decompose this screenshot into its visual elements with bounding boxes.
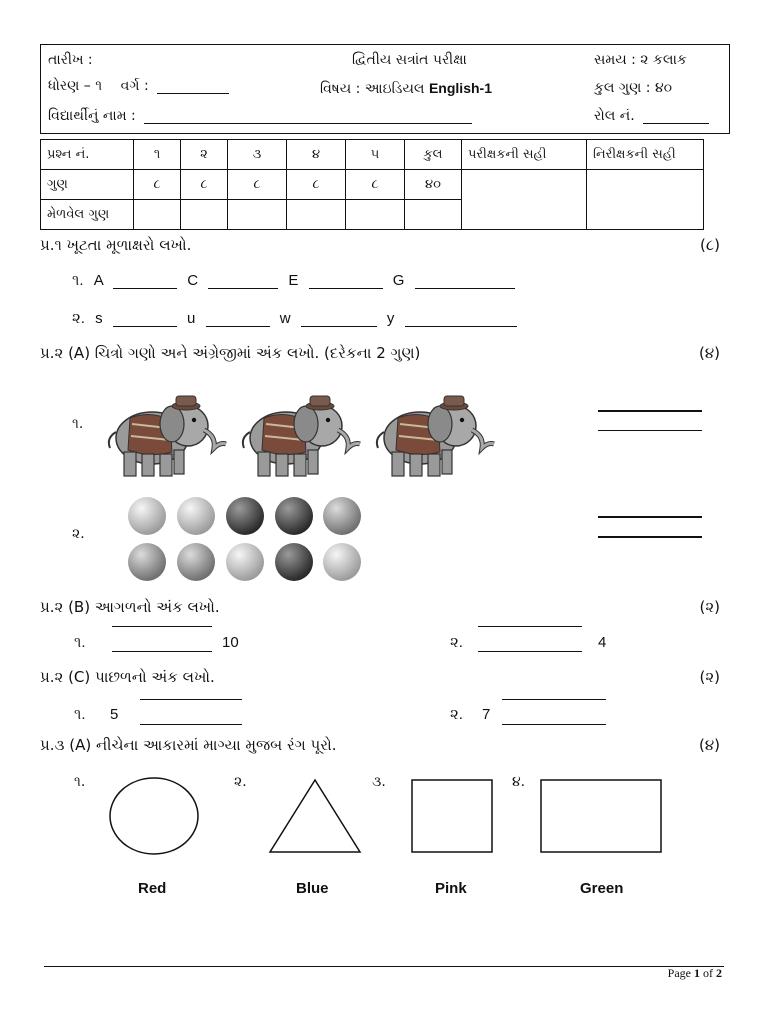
circle-shape[interactable] xyxy=(110,778,198,854)
q2b-title: પ્ર.૨ (B) આગળનો અંક લખો. xyxy=(40,598,220,616)
q2c-title: પ્ર.૨ (C) પાછળનો અંક લખો. xyxy=(40,668,215,686)
table-cell: ૮ xyxy=(228,170,287,200)
letter: A xyxy=(93,272,103,289)
table-cell: ૮ xyxy=(181,170,228,200)
table-cell: ૫ xyxy=(346,140,405,170)
blank-field[interactable] xyxy=(113,312,177,327)
table-cell: પ્રશ્ન નં. xyxy=(41,140,134,170)
class-label: વર્ગ : xyxy=(120,78,149,94)
table-cell: ૩ xyxy=(228,140,287,170)
ball-icon xyxy=(177,497,215,535)
table-cell: મેળવેલ ગુણ xyxy=(41,200,134,230)
subject-row xyxy=(320,80,492,97)
triangle-shape[interactable] xyxy=(270,780,360,852)
table-cell[interactable] xyxy=(287,200,346,230)
marks-row-question xyxy=(41,140,704,170)
ball-icon xyxy=(128,543,166,581)
ball-icon xyxy=(275,543,313,581)
shape-number: ૪. xyxy=(512,774,526,790)
q2b-item1-number: ૧. xyxy=(74,634,86,651)
table-cell: ૮ xyxy=(134,170,181,200)
q1-title: પ્ર.૧ ખૂટતા મૂળાક્ષરો લખો. xyxy=(40,236,192,254)
standard-text: ધોરણ – ૧ xyxy=(48,78,103,94)
letter: y xyxy=(386,310,395,327)
q2c-marks: (૨) xyxy=(699,668,720,686)
table-cell: ૪૦ xyxy=(405,170,462,200)
answer-line[interactable] xyxy=(598,516,702,518)
answer-line[interactable] xyxy=(502,724,606,725)
ball-icon xyxy=(128,497,166,535)
ball-icon xyxy=(323,497,361,535)
rectangle-shape[interactable] xyxy=(541,780,661,852)
answer-line[interactable] xyxy=(112,626,212,627)
item-number: ૧. xyxy=(72,272,84,289)
table-cell[interactable] xyxy=(405,200,462,230)
q2a-title: પ્ર.૨ (A) ચિત્રો ગણો અને અંગ્રેજીમાં અંક લખો. (દરેકના 2 ગુણ) xyxy=(40,344,421,362)
letter: G xyxy=(392,272,405,289)
roll-row xyxy=(594,108,709,124)
ball-icon xyxy=(177,543,215,581)
exam-title: દ્વિતીય સત્રાંત પરીક્ષા xyxy=(352,52,467,68)
item-number: ૨. xyxy=(72,310,85,327)
color-label-pink: Pink xyxy=(435,880,467,897)
letter: w xyxy=(279,310,291,327)
marks-row-marks xyxy=(41,170,704,200)
q2a-marks: (૪) xyxy=(698,344,720,362)
table-cell: ગુણ xyxy=(41,170,134,200)
table-cell[interactable] xyxy=(228,200,287,230)
page-text: Page xyxy=(667,966,691,980)
elephants-image xyxy=(100,390,495,486)
student-name-field[interactable] xyxy=(144,109,472,124)
letter: u xyxy=(187,310,196,327)
marks-table xyxy=(40,139,704,230)
q2c-item2-number: ૨. xyxy=(450,706,463,723)
q3a-title: પ્ર.૩ (A) નીચેના આકારમાં માગ્યા મુજબ રંગ પૂરો. xyxy=(40,736,337,754)
standard-label xyxy=(48,78,229,94)
ball-icon xyxy=(275,497,313,535)
roll-field[interactable] xyxy=(643,109,709,124)
table-cell: ૮ xyxy=(346,170,405,200)
q2c-item1-value: 5 xyxy=(110,706,119,723)
q2a-item2-number: ૨. xyxy=(72,526,85,542)
page-indicator xyxy=(668,966,722,981)
class-field[interactable] xyxy=(157,79,229,94)
table-cell: નિરીક્ષકની સહી xyxy=(587,140,704,170)
q1-line1 xyxy=(72,272,521,289)
student-name-row xyxy=(48,108,472,124)
blank-field[interactable] xyxy=(301,312,377,327)
q2c-item1-number: ૧. xyxy=(74,706,86,723)
ball-icon xyxy=(323,543,361,581)
table-cell[interactable] xyxy=(134,200,181,230)
blank-field[interactable] xyxy=(208,274,278,289)
table-cell: ૧ xyxy=(134,140,181,170)
subject-label: વિષય : આઇડિયલ xyxy=(320,81,425,97)
table-cell: ૪ xyxy=(287,140,346,170)
q1-marks: (૮) xyxy=(700,236,720,254)
of-text: of xyxy=(703,966,713,980)
blank-field[interactable] xyxy=(405,312,517,327)
table-cell: કુલ xyxy=(405,140,462,170)
square-shape[interactable] xyxy=(412,780,492,852)
q2a-item1-number: ૧. xyxy=(72,416,84,432)
answer-line[interactable] xyxy=(140,724,242,725)
ball-icon xyxy=(226,497,264,535)
answer-line[interactable] xyxy=(478,651,582,652)
letter: s xyxy=(95,310,103,327)
shape-number: ૧. xyxy=(74,774,86,790)
answer-line[interactable] xyxy=(140,699,242,700)
table-cell[interactable] xyxy=(346,200,405,230)
q2b-item1-value: 10 xyxy=(222,634,239,651)
student-name-label: વિદ્યાર્થીનું નામ : xyxy=(48,108,136,124)
blank-field[interactable] xyxy=(415,274,515,289)
ball-row-1 xyxy=(128,497,361,535)
total-marks-label: કુલ ગુણ : ૪૦ xyxy=(594,80,673,96)
blank-field[interactable] xyxy=(113,274,177,289)
shape-number: ૩. xyxy=(372,774,386,790)
page-total: 2 xyxy=(716,966,722,980)
answer-line[interactable] xyxy=(112,651,212,652)
shapes-canvas xyxy=(100,776,672,858)
color-label-green: Green xyxy=(580,880,624,897)
table-cell: પરીક્ષકની સહી xyxy=(462,140,587,170)
footer-rule xyxy=(44,966,724,967)
blank-field[interactable] xyxy=(206,312,270,327)
page-number: 1 xyxy=(694,966,700,980)
q3a-marks: (૪) xyxy=(698,736,720,754)
q1-line2 xyxy=(72,310,523,327)
table-cell: ૮ xyxy=(287,170,346,200)
answer-line[interactable] xyxy=(502,699,606,700)
color-label-blue: Blue xyxy=(296,880,329,897)
q2b-marks: (૨) xyxy=(699,598,720,616)
q2b-item2-value: 4 xyxy=(598,634,607,651)
roll-label: રોલ નં. xyxy=(594,108,635,124)
q2c-item2-value: 7 xyxy=(482,706,491,723)
examiner-sign-cell[interactable] xyxy=(462,170,587,230)
ball-icon xyxy=(226,543,264,581)
letter: E xyxy=(288,272,299,289)
shape-number: ૨. xyxy=(234,774,247,790)
color-label-red: Red xyxy=(138,880,167,897)
time-label: સમય : ૨ કલાક xyxy=(594,52,687,68)
answer-line[interactable] xyxy=(598,430,702,431)
subject-name: English-1 xyxy=(428,80,492,96)
answer-line[interactable] xyxy=(478,626,582,627)
date-label: તારીખ : xyxy=(48,52,93,68)
table-cell[interactable] xyxy=(181,200,228,230)
ball-row-2 xyxy=(128,543,361,581)
letter: C xyxy=(187,272,199,289)
balls-image xyxy=(114,490,374,590)
invigilator-sign-cell[interactable] xyxy=(587,170,704,230)
blank-field[interactable] xyxy=(309,274,383,289)
answer-line[interactable] xyxy=(598,536,702,538)
table-cell: ૨ xyxy=(181,140,228,170)
q2b-item2-number: ૨. xyxy=(450,634,463,651)
answer-line[interactable] xyxy=(598,410,702,412)
